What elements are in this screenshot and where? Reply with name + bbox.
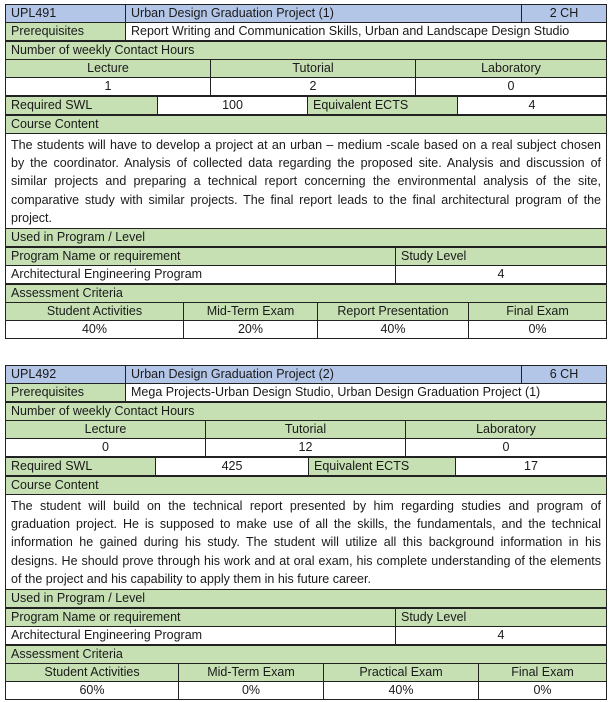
- prerequisites-row: [6, 23, 607, 41]
- assessment-header-row: [6, 303, 607, 321]
- contact-hours-header-row: [6, 421, 607, 439]
- ects-label: Equivalent ECTS: [309, 458, 456, 476]
- ects-label: Equivalent ECTS: [308, 97, 458, 115]
- course-header-row: [6, 5, 607, 23]
- program-value-row: [6, 627, 607, 645]
- program-header: Program Name or requirement: [6, 609, 396, 627]
- program-table: [5, 247, 607, 284]
- assessment-value-row: [6, 321, 607, 339]
- swl-value: 425: [156, 458, 309, 476]
- program-label: Used in Program / Level: [6, 590, 607, 608]
- contact-hours-label: Number of weekly Contact Hours: [6, 42, 607, 60]
- prerequisites-row: [6, 384, 607, 402]
- course-header-row: [6, 366, 607, 384]
- assessment-label: Assessment Criteria: [6, 646, 607, 664]
- prerequisites-value: Mega Projects-Urban Design Studio, Urban Design Graduation Project (1): [126, 384, 607, 402]
- level-header: Study Level: [396, 248, 607, 266]
- assessment-header-row: [6, 664, 607, 682]
- swl-row: [6, 458, 607, 476]
- laboratory-hours: 0: [406, 439, 607, 457]
- assessment-value: 0%: [479, 682, 607, 700]
- contact-hours-table: [5, 402, 607, 457]
- contact-hours-header-row: [6, 60, 607, 78]
- ects-value: 17: [456, 458, 607, 476]
- program-header-row: [6, 248, 607, 266]
- swl-table: [5, 96, 607, 115]
- study-level: 4: [396, 266, 607, 284]
- assessment-table: [5, 645, 607, 700]
- lecture-hours: 0: [6, 439, 206, 457]
- assessment-header: Student Activities: [6, 664, 179, 682]
- tutorial-header: Tutorial: [211, 60, 416, 78]
- assessment-value: 0%: [179, 682, 324, 700]
- course-content: The students will have to develop a project at an urban – medium -scale based on a real subject chosen by the coordinator. Analysis of collected data regarding the proposed site. Analysis and discussion of similar projects and preparing a technical report concerning the environmental analysis of the site, comparative study with similar projects. The final report leads to the final architectural program of the project.: [6, 134, 607, 229]
- contact-hours-value-row: [6, 439, 607, 457]
- assessment-table: [5, 284, 607, 339]
- assessment-label: Assessment Criteria: [6, 285, 607, 303]
- header-table: [5, 4, 607, 41]
- course-code: UPL492: [6, 366, 126, 384]
- assessment-header: Final Exam: [469, 303, 607, 321]
- swl-label: Required SWL: [6, 458, 156, 476]
- assessment-value-row: [6, 682, 607, 700]
- prerequisites-label: Prerequisites: [6, 23, 126, 41]
- assessment-value: 20%: [184, 321, 318, 339]
- program-table: [5, 608, 607, 645]
- laboratory-header: Laboratory: [406, 421, 607, 439]
- course-title: Urban Design Graduation Project (1): [126, 5, 522, 23]
- contact-hours-table: [5, 41, 607, 96]
- program-label: Used in Program / Level: [6, 229, 607, 247]
- program-header-row: [6, 609, 607, 627]
- tutorial-header: Tutorial: [206, 421, 406, 439]
- content-table: [5, 476, 607, 608]
- study-level: 4: [396, 627, 607, 645]
- assessment-header: Report Presentation: [318, 303, 469, 321]
- header-table: [5, 365, 607, 402]
- lecture-hours: 1: [6, 78, 211, 96]
- swl-value: 100: [158, 97, 308, 115]
- assessment-value: 60%: [6, 682, 179, 700]
- assessment-header: Practical Exam: [324, 664, 479, 682]
- swl-row: [6, 97, 607, 115]
- swl-table: [5, 457, 607, 476]
- swl-label: Required SWL: [6, 97, 158, 115]
- program-header: Program Name or requirement: [6, 248, 396, 266]
- course-content: The student will build on the technical report presented by him regarding studies and program of graduation project. He is supposed to make use of all the skills, the fundamentals, and the technical information he gained during his study. The student will utilize all this background information in his designs. He should prove through his work and at oral exam, his complete understanding of the elements of the project and his capability to apply them in his future career.: [6, 495, 607, 590]
- assessment-header: Student Activities: [6, 303, 184, 321]
- prerequisites-value: Report Writing and Communication Skills, Urban and Landscape Design Studio: [126, 23, 607, 41]
- contact-hours-label: Number of weekly Contact Hours: [6, 403, 607, 421]
- laboratory-header: Laboratory: [416, 60, 607, 78]
- assessment-header: Mid-Term Exam: [179, 664, 324, 682]
- course-title: Urban Design Graduation Project (2): [126, 366, 522, 384]
- laboratory-hours: 0: [416, 78, 607, 96]
- lecture-header: Lecture: [6, 60, 211, 78]
- assessment-header: Mid-Term Exam: [184, 303, 318, 321]
- course-table-upl492: [5, 365, 607, 700]
- tutorial-hours: 2: [211, 78, 416, 96]
- content-label: Course Content: [6, 116, 607, 134]
- assessment-value: 0%: [469, 321, 607, 339]
- program-name: Architectural Engineering Program: [6, 266, 396, 284]
- tutorial-hours: 12: [206, 439, 406, 457]
- assessment-value: 40%: [6, 321, 184, 339]
- course-table-upl491: [5, 4, 607, 339]
- content-table: [5, 115, 607, 247]
- credit-hours: 2 CH: [522, 5, 607, 23]
- ects-value: 4: [458, 97, 607, 115]
- content-label: Course Content: [6, 477, 607, 495]
- assessment-value: 40%: [324, 682, 479, 700]
- assessment-header: Final Exam: [479, 664, 607, 682]
- lecture-header: Lecture: [6, 421, 206, 439]
- program-value-row: [6, 266, 607, 284]
- assessment-value: 40%: [318, 321, 469, 339]
- prerequisites-label: Prerequisites: [6, 384, 126, 402]
- course-code: UPL491: [6, 5, 126, 23]
- contact-hours-value-row: [6, 78, 607, 96]
- program-name: Architectural Engineering Program: [6, 627, 396, 645]
- level-header: Study Level: [396, 609, 607, 627]
- credit-hours: 6 CH: [522, 366, 607, 384]
